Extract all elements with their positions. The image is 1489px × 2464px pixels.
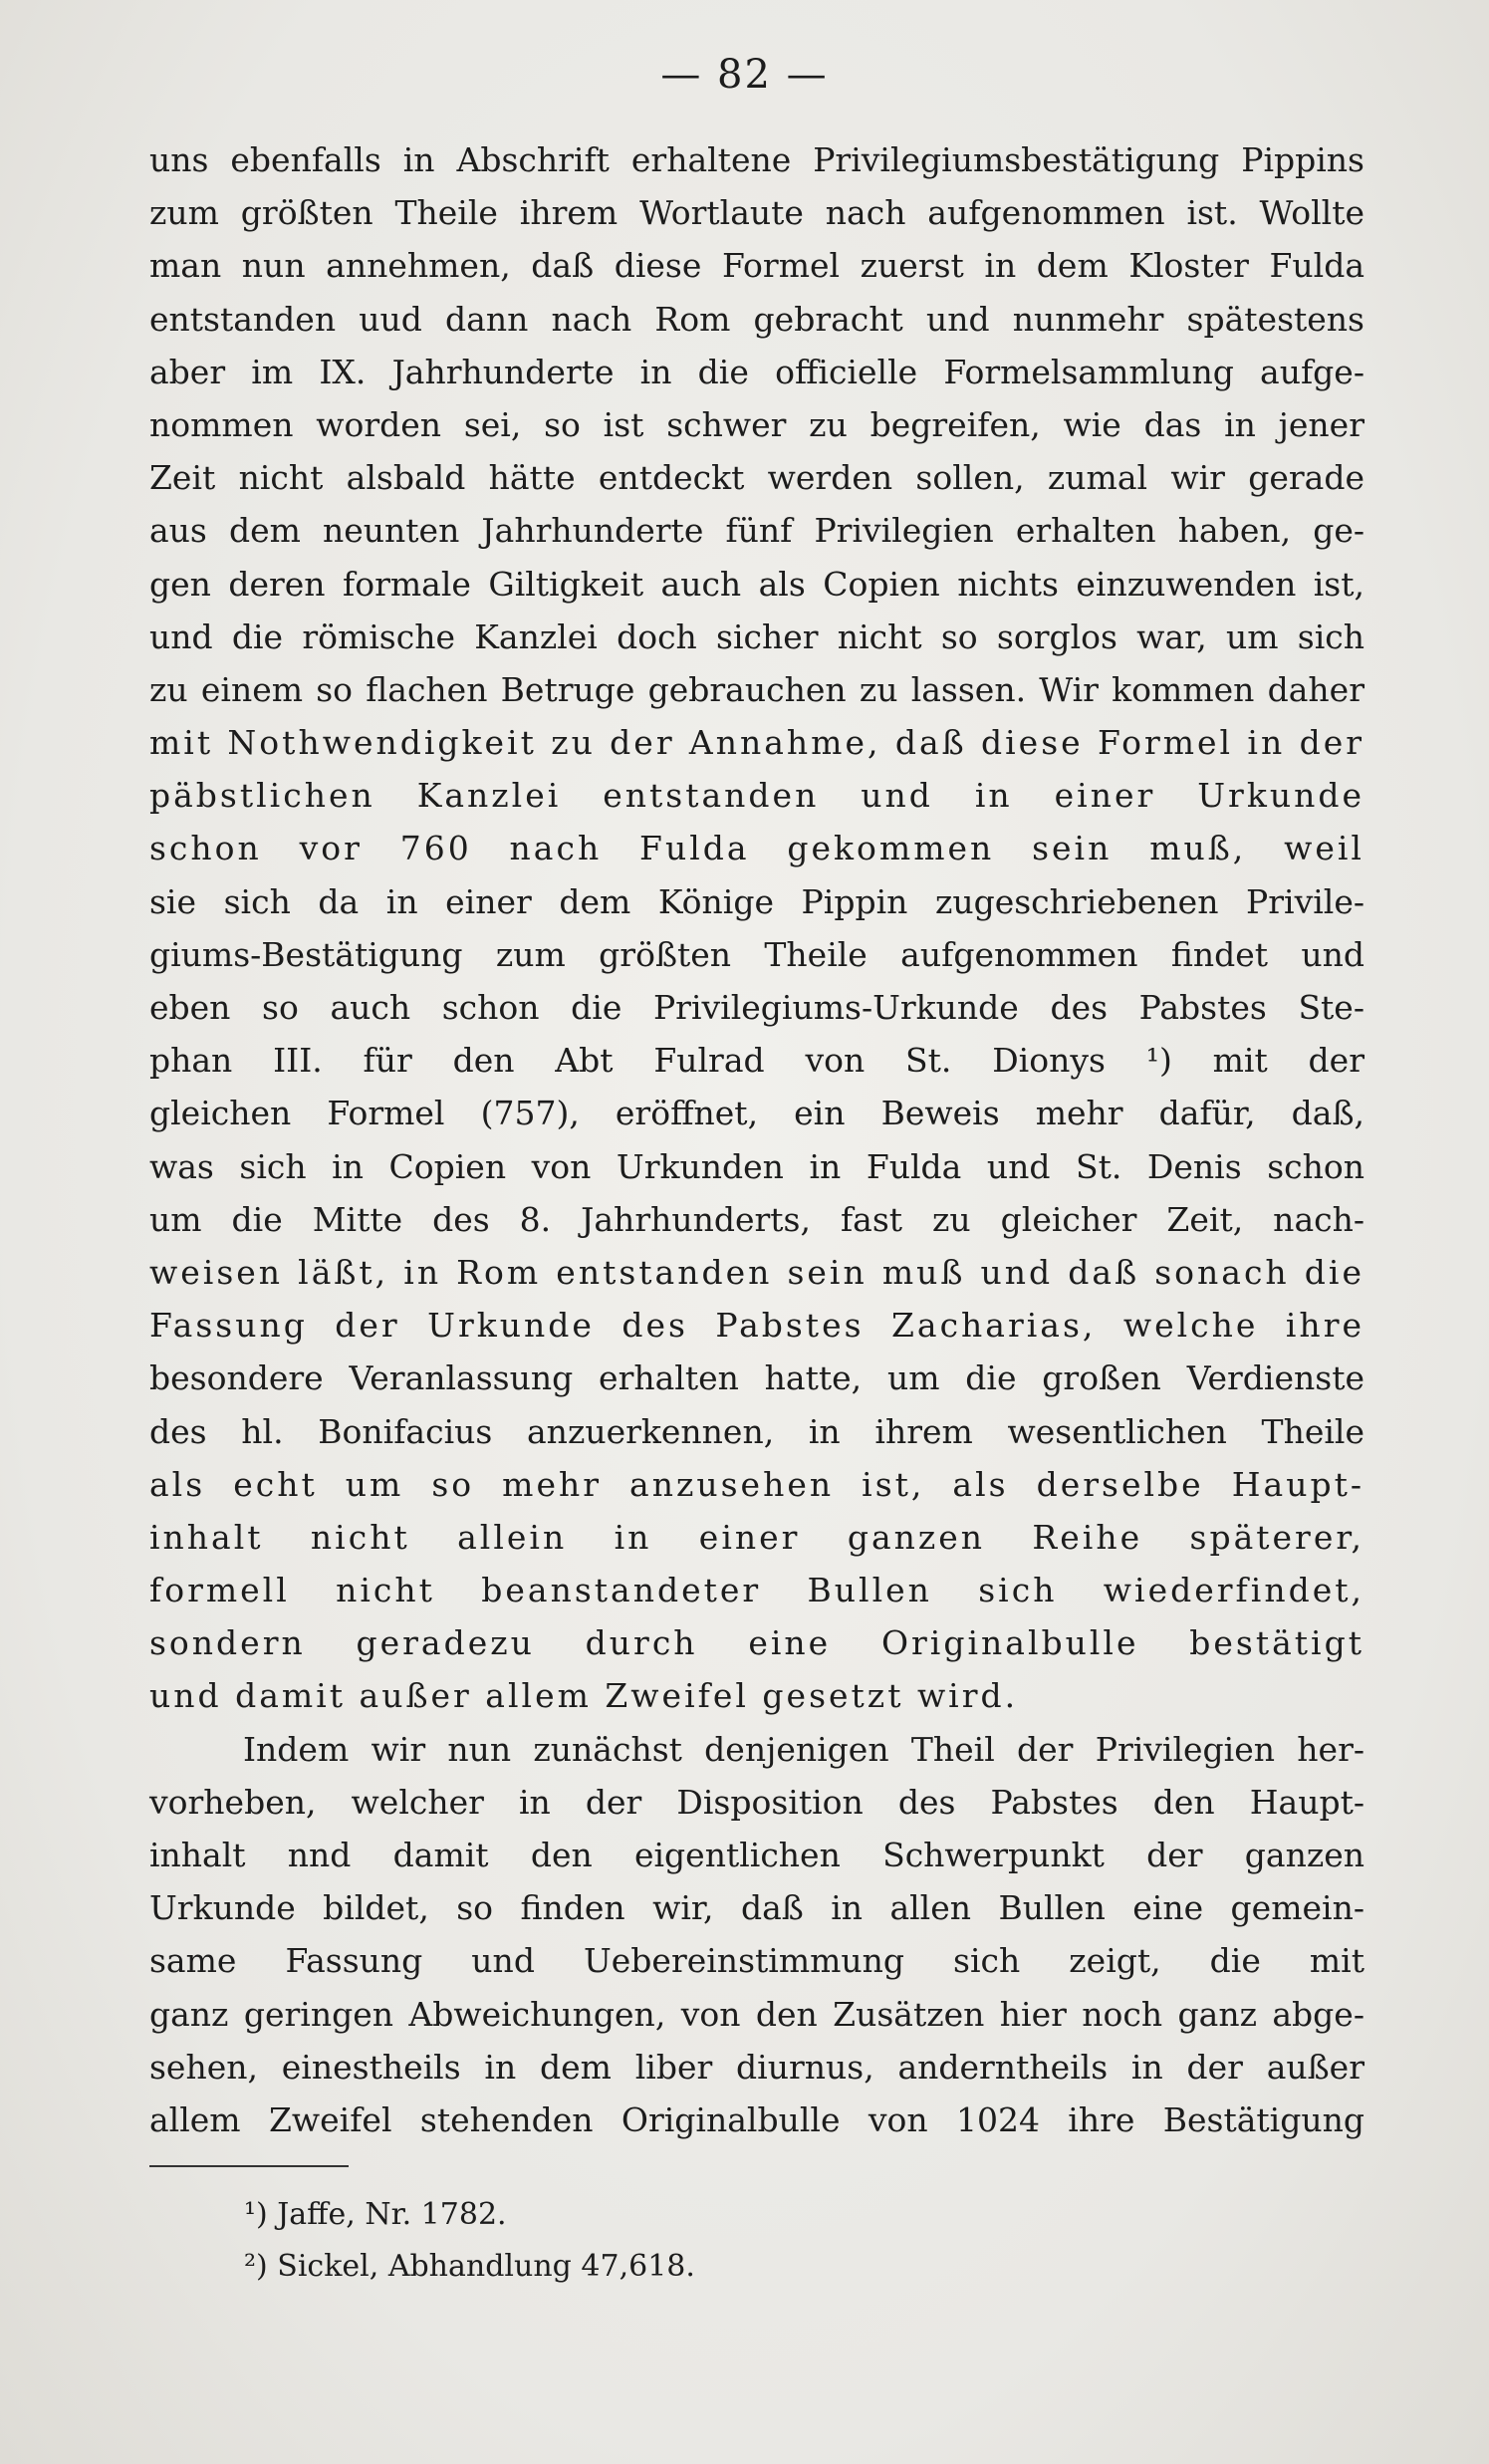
text-line: als echt um so mehr anzusehen ist, als derselbe Haupt- [149,1464,1365,1504]
text-line: allem Zweifel stehenden Originalbulle von 1024 ihre Bestätigung [149,2099,1365,2139]
text-line: Urkunde bildet, so finden wir, daß in allen Bullen eine gemein- [149,1888,1365,1928]
text-line: formell nicht beanstandeter Bullen sich wiederfindet, [149,1571,1365,1610]
page-number: — 82 — [660,52,829,98]
text-line: giums-Bestätigung zum größten Theile aufgenommen findet und [149,934,1365,974]
text-line: mit Nothwendigkeit zu der Annahme, daß diese Formel in der [149,723,1365,763]
text-line: sondern geradezu durch eine Originalbulle bestätigt [149,1623,1365,1663]
text-line: um die Mitte des 8. Jahrhunderts, fast zu gleicher Zeit, nach- [149,1199,1365,1239]
text-line: inhalt nicht allein in einer ganzen Reihe späterer, [149,1517,1365,1557]
text-line: besondere Veranlassung erhalten hatte, um die großen Verdienste [149,1358,1365,1398]
text-line: inhalt nnd damit den eigentlichen Schwerpunkt der ganzen [149,1836,1365,1874]
text-line: schon vor 760 nach Fulda gekommen sein muß, weil [149,829,1365,868]
text-line: und die römische Kanzlei doch sicher nicht so sorglos war, um sich [149,616,1365,656]
text-line: ganz geringen Abweichungen, von den Zusätzen hier noch ganz abge- [149,1994,1365,2034]
text-line: entstanden uud dann nach Rom gebracht und nunmehr spätestens [149,299,1365,339]
text-line: nommen worden sei, so ist schwer zu begreifen, wie das in jener [149,404,1365,444]
text-line: gleichen Formel (757), eröffnet, ein Beweis mehr dafür, daß, [149,1094,1365,1133]
text-line: sehen, einestheils in dem liber diurnus, anderntheils in der außer [149,2047,1365,2087]
text-line: man nun annehmen, daß diese Formel zuerst in dem Kloster Fulda [149,246,1365,286]
footnote-divider [149,2165,349,2167]
text-line: aus dem neunten Jahrhunderte fünf Privilegien erhalten haben, ge- [149,511,1365,551]
text-line: same Fassung und Uebereinstimmung sich zeigt, die mit [149,1941,1365,1981]
text-line: und damit außer allem Zweifel gesetzt wird. [149,1676,1019,1716]
text-line: phan III. für den Abt Fulrad von St. Dionys ¹) mit der [149,1041,1365,1081]
text-line: sie sich da in einer dem Könige Pippin zugeschriebenen Privile- [149,881,1365,921]
text-line: zu einem so flachen Betruge gebrauchen zu lassen. Wir kommen daher [149,669,1365,709]
text-line: Fassung der Urkunde des Pabstes Zacharias, welche ihre [149,1306,1365,1346]
text-line: weisen läßt, in Rom entstanden sein muß und daß sonach die [149,1252,1365,1292]
text-line: Indem wir nun zunächst denjenigen Theil der Privilegien her- [243,1729,1365,1769]
body-text [149,133,1365,2146]
text-line: des hl. Bonifacius anzuerkennen, in ihrem wesentlichen Theile [149,1411,1365,1451]
text-line: was sich in Copien von Urkunden in Fulda und St. Denis schon [149,1146,1365,1186]
footnote-1: ¹) Jaffe, Nr. 1782. [244,2197,507,2232]
text-line: eben so auch schon die Privilegiums-Urkunde des Pabstes Ste- [149,988,1365,1027]
text-line: zum größten Theile ihrem Wortlaute nach aufgenommen ist. Wollte [149,193,1365,233]
text-line: aber im IX. Jahrhunderte in die officielle Formelsammlung aufge- [149,352,1365,391]
text-line: päbstlichen Kanzlei entstanden und in einer Urkunde [149,776,1365,816]
text-line: uns ebenfalls in Abschrift erhaltene Privilegiumsbestätigung Pippins [149,140,1365,179]
text-line: vorheben, welcher in der Disposition des Pabstes den Haupt- [149,1782,1365,1822]
text-line: gen deren formale Giltigkeit auch als Copien nichts einzuwenden ist, [149,564,1365,604]
text-line: Zeit nicht alsbald hätte entdeckt werden sollen, zumal wir gerade [149,458,1365,498]
footnote-2: ²) Sickel, Abhandlung 47,618. [244,2249,695,2284]
